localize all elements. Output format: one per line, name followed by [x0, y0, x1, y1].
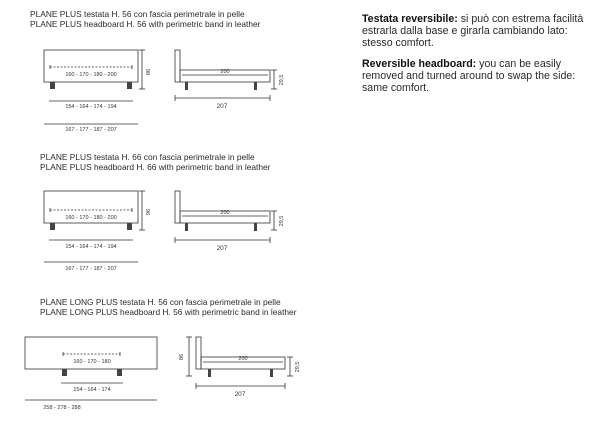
section3-side-len-label: 207 — [234, 391, 246, 398]
section1-height-label: 86 — [146, 68, 152, 76]
section2-side-leg-left — [185, 223, 188, 231]
section1-front-inner-label: 160 - 170 - 180 - 200 — [65, 72, 117, 78]
section3-front-inner-label: 160 - 170 - 180 — [73, 359, 111, 365]
description-it-text: si può con estrema facilità estrarla dalla base e girarla cambiando lato: stesso comfort. — [362, 13, 584, 49]
section2-side-view — [175, 191, 277, 243]
section2-front-outer-label: 167 - 177 - 187 - 207 — [65, 266, 117, 272]
section1-side-len-label: 207 — [216, 103, 228, 110]
section3-height-label: 86 — [179, 353, 185, 361]
section3-side-headboard — [196, 337, 201, 369]
section1-seat-label: 29,5 — [279, 74, 285, 86]
section1-side-headboard — [175, 50, 180, 82]
section2-caption-it: PLANE PLUS testata H. 66 con fascia perimetrale in pelle — [40, 152, 255, 162]
section3-caption-it: PLANE LONG PLUS testata H. 56 con fascia perimetrale in pelle — [40, 297, 281, 307]
description-en-text: you can be easily removed and turned around to swap the side: same comfort. — [362, 58, 576, 94]
section1-front-outer-label: 167 - 177 - 187 - 207 — [65, 127, 117, 133]
section3-side-view — [186, 337, 293, 389]
section1-caption-it: PLANE PLUS testata H. 56 con fascia perimetrale in pelle — [30, 9, 245, 19]
section1-side-view — [175, 50, 277, 101]
section1-front-view — [44, 50, 145, 124]
section2-height-label: 96 — [146, 208, 152, 216]
section1-caption-en: PLANE PLUS headboard H. 56 with perimetric band in leather — [30, 19, 261, 29]
section1-side-inner-label: 200 — [220, 69, 230, 75]
section1-side-leg-left — [185, 82, 188, 90]
section3-front-mid-label: 154 - 164 - 174 — [73, 387, 111, 393]
section2-front-mid-label: 154 - 164 - 174 - 194 — [65, 244, 117, 250]
section2-front-leg-left — [50, 223, 55, 230]
section1-front-leg-left — [50, 82, 55, 89]
description-it-title: Testata reversibile: — [362, 13, 458, 25]
section2-front-view — [44, 191, 145, 262]
section3-caption-en: PLANE LONG PLUS headboard H. 56 with perimetric band in leather — [40, 307, 297, 317]
section2-side-leg-right — [254, 223, 257, 231]
section2-caption-en: PLANE PLUS headboard H. 66 with perimetric band in leather — [40, 162, 271, 172]
section2-front-leg-right — [127, 223, 132, 230]
section2-side-headboard — [175, 191, 180, 223]
section1-front-mid-label: 154 - 164 - 174 - 194 — [65, 104, 117, 110]
section3-front-outer-label: 258 - 278 - 288 — [43, 405, 81, 411]
section2-front-inner-label: 160 - 170 - 180 - 200 — [65, 215, 117, 221]
section3-seat-label: 29,5 — [295, 361, 301, 373]
section3-side-inner-label: 200 — [238, 356, 248, 362]
description-en-title: Reversible headboard: — [362, 58, 477, 70]
section2-side-len-label: 207 — [216, 245, 228, 252]
section3-front-leg-left — [62, 369, 67, 376]
section3-side-leg-right — [270, 369, 273, 377]
section2-seat-label: 29,5 — [279, 215, 285, 227]
section2-side-inner-label: 200 — [220, 210, 230, 216]
section3-front-leg-right — [117, 369, 122, 376]
section3-side-leg-left — [208, 369, 211, 377]
section1-front-leg-right — [127, 82, 132, 89]
section1-side-leg-right — [254, 82, 257, 90]
